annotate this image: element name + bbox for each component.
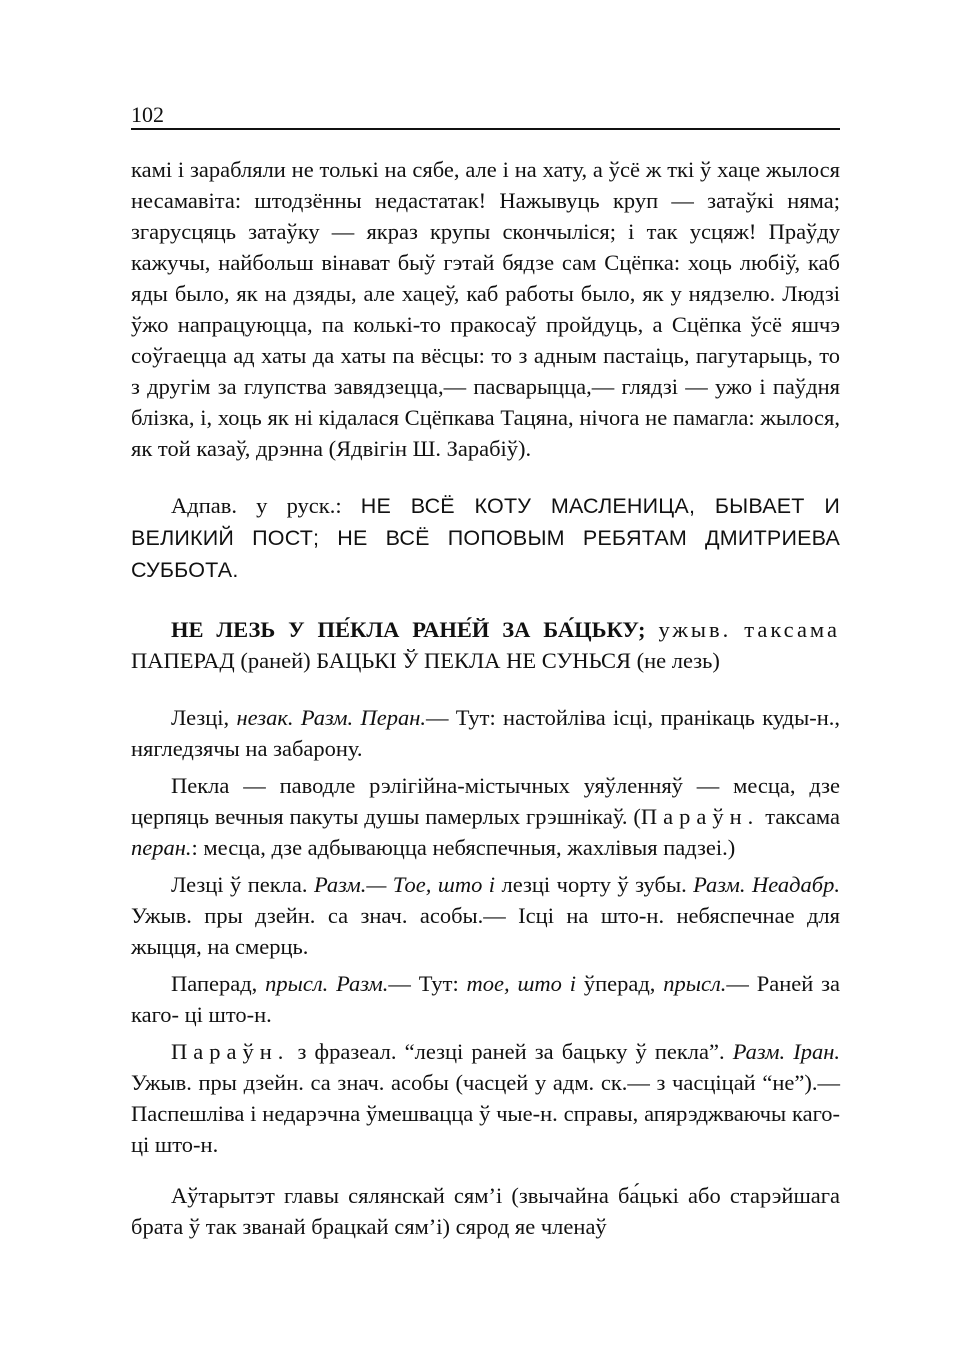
definition-lezci-u-pekla-label2: Разм. Неадабр. — [693, 872, 840, 897]
definition-lezci-u-pekla-text: Ужыв. пры дзейн. са знач. асобы.— Ісці на што-н. небяспечнае для жыцця, на смерць. — [131, 903, 840, 959]
variant-label: таксама — [744, 617, 841, 642]
definition-lezci-labels: незак. Разм. Перан. — [236, 705, 426, 730]
russian-equivalent-label: Адпав. у руск.: — [171, 493, 342, 518]
definition-paraun-rest: Ужыв. пры дзейн. са знач. асобы (часцей у адм. ск.— з часціцай “не”).— Паспешліва і недарэчна ўмешвацца ў чые-н. справы, апярэджваючы каго- ці што-н. — [131, 1070, 840, 1157]
definition-lezci-head: Лезці, — [171, 705, 230, 730]
definition-pekla — [131, 770, 840, 863]
definition-paperad-head: Паперад, — [171, 971, 266, 996]
russian-equivalent — [131, 490, 840, 586]
definition-paperad-label2: прысл. — [663, 971, 727, 996]
definition-pekla-rest: : месца, дзе адбываюцца небяспечныя, жахлівыя падзеі.) — [191, 835, 736, 860]
header-rule — [131, 128, 840, 130]
definition-paraun-label: Параўн. — [171, 1039, 290, 1064]
definition-pekla-text: Пекла — паводле рэлігійна-містычных уяўленняў — месца, дзе церпяць вечныя пакуты душы памерлых грэшнікаў. ( — [131, 773, 840, 829]
compare-label: Параўн. — [640, 804, 760, 829]
definition-lezci — [131, 702, 840, 764]
definition-paperad-text: — Раней за каго- ці што-н. — [131, 971, 840, 1027]
definition-paperad-tut: — Тут: — [388, 971, 467, 996]
phrase-entry — [131, 614, 840, 676]
russian-equivalent-text: НЕ ВСЁ КОТУ МАСЛЕНИЦА, БЫВАЕТ И ВЕЛИКИЙ ПОСТ; НЕ ВСЁ ПОПОВЫМ РЕБЯТАМ ДМИТРИЕВА СУББОТА. — [131, 494, 840, 582]
paragraph-continuation: камі і зарабляли не толькі на сябе, але і на хату, а ўсё ж ткі ў хаце жылося несамавіта: штодзённы недастатак! Нажывуць круп — затаўкі няма; згарусцяць затаўку — якраз крупы скончыліся; і так усцяж! Праўду кажучы, найбольш вінават быў гэтай бядзе сам Сцёпка: хоць любіў, каб яды было, як на дзяды, але хацеў, каб работы было, як у нядзелю. Людзі ўжо напрацуюцца, па колькі-то пракосаў пройдуць, а Сцёпка ўсё яшчэ соўгаецца ад хаты да хаты па вёсцы: то з адным пастаіць, пагутарыць, то з другім за глупства завядзецца,— пасварыцца,— глядзі — ужо і паўдня блізка, і, хоць як ні кідалася Сцёпкава Тацяна, нічога не памагла: жылося, як той казаў, дрэнна (Ядвігін Ш. Зарабіў). — [131, 157, 840, 461]
page-number: 102 — [131, 102, 164, 127]
usage-label: ужыв. — [658, 617, 732, 642]
definition-lezci-text: — Тут: настойліва ісці, пранікаць куды-н., нягледзячы на забарону. — [131, 705, 840, 761]
commentary-paragraph: Аўтарытэт главы сялянскай сям’і (звычайна ба́цькі або старэйшага брата ў так званай брацкай сям’і) сярод яе членаў — [131, 1183, 840, 1239]
definition-lezci-u-pekla — [131, 869, 840, 962]
definition-lezci-u-pekla-label: Разм.— Тое, што і — [314, 872, 496, 897]
definition-pekla-label: перан. — [131, 835, 192, 860]
definition-lezci-u-pekla-ref: лезці чорту ў зубы. — [495, 872, 694, 897]
phrase-heading: НЕ ЛЕЗЬ У ПЕ́КЛА РАНЕ́Й ЗА БА́ЦЬКУ; — [171, 617, 646, 642]
definition-paperad-same: тое, што і — [466, 971, 576, 996]
definition-pekla-also: таксама — [759, 804, 840, 829]
definition-paperad-ref: ўперад, — [576, 971, 664, 996]
definition-lezci-u-pekla-head: Лезці ў пекла. — [171, 872, 314, 897]
definition-paraun — [131, 1036, 840, 1160]
definition-paraun-text: з фразеал. “лезці раней за бацьку ў пекла”. — [289, 1039, 733, 1064]
definition-paperad-label: прысл. Разм. — [265, 971, 389, 996]
definition-paperad — [131, 968, 840, 1030]
page-body — [131, 154, 840, 1242]
definition-paraun-style: Разм. Іран. — [732, 1039, 840, 1064]
phrase-variant: ПАПЕРАД (раней) БАЦЬКІ Ў ПЕКЛА НЕ СУНЬСЯ (не лезь) — [131, 648, 720, 673]
